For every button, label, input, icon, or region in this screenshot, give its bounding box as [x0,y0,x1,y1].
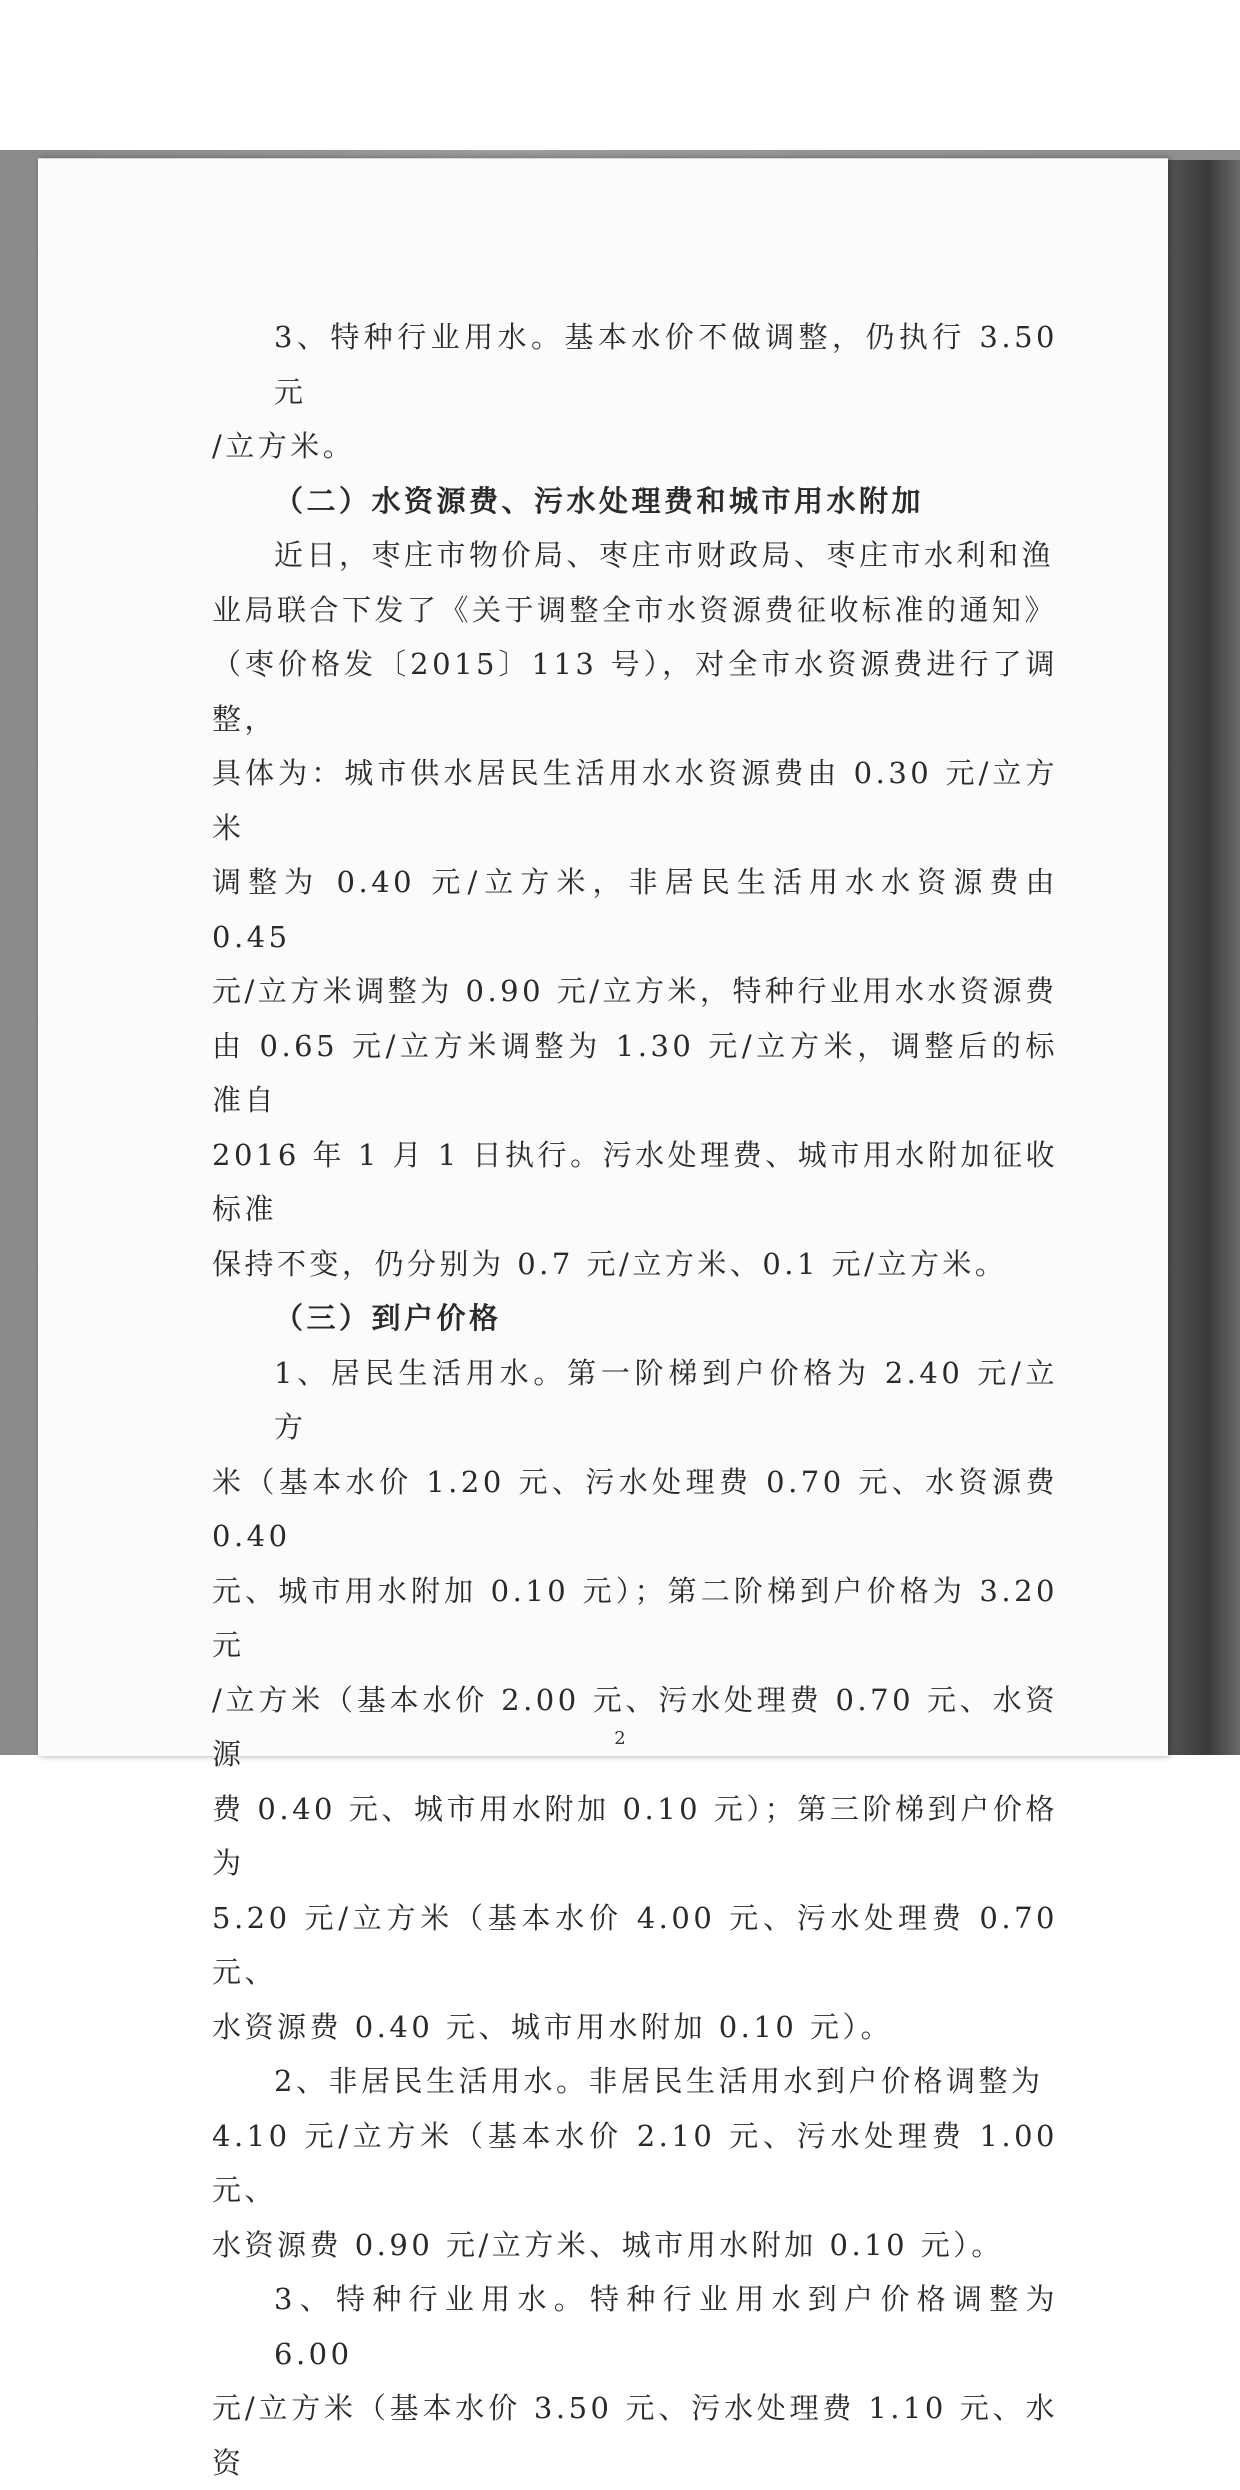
text-line: 水资源费 0.40 元、城市用水附加 0.10 元）。 [212,2009,894,2044]
text-line: 保持不变，仍分别为 0.7 元/立方米、0.1 元/立方米。 [212,1246,1008,1281]
text-line: 业局联合下发了《关于调整全市水资源费征收标准的通知》 [212,592,1058,627]
section-heading: （二）水资源费、污水处理费和城市用水附加 [274,483,925,518]
text-line: /立方米（基本水价 2.00 元、污水处理费 0.70 元、水资源 [212,1682,1058,1771]
page-edge-shadow [1160,160,1240,1755]
text-line: 水资源费 0.90 元/立方米、城市用水附加 0.10 元）。 [212,2227,1004,2262]
text-line: 2、非居民生活用水。非居民生活用水到户价格调整为 [274,2064,1044,2098]
text-line: 3、特种行业用水。特种行业用水到户价格调整为 6.00 [274,2282,1058,2371]
text-line: 元/立方米（基本水价 3.50 元、污水处理费 1.10 元、水资 [212,2391,1058,2480]
document-body [212,310,1058,2490]
text-line: 3、特种行业用水。基本水价不做调整，仍执行 3.50 元 [274,320,1058,409]
text-line: 调整为 0.40 元/立方米，非居民生活用水水资源费由 0.45 [212,865,1058,954]
text-line: 4.10 元/立方米（基本水价 2.10 元、污水处理费 1.00 元、 [212,2118,1058,2207]
section-heading: （三）到户价格 [274,1301,502,1335]
text-line: 由 0.65 元/立方米调整为 1.30 元/立方米，调整后的标准自 [212,1028,1058,1117]
text-line: 2016 年 1 月 1 日执行。污水处理费、城市用水附加征收标准 [212,1137,1058,1226]
text-line: （枣价格发〔2015〕113 号），对全市水资源费进行了调整， [212,647,1058,736]
text-line: 元/立方米调整为 0.90 元/立方米，特种行业用水水资源费 [212,974,1058,1008]
text-line: 1、居民生活用水。第一阶梯到户价格为 2.40 元/立方 [274,1355,1058,1444]
text-line: 元、城市用水附加 0.10 元）；第二阶梯到户价格为 3.20 元 [212,1573,1058,1662]
text-line: /立方米。 [212,429,356,463]
page-number: 2 [614,1728,626,1749]
text-line: 具体为：城市供水居民生活用水水资源费由 0.30 元/立方米 [212,756,1058,845]
text-line: 费 0.40 元、城市用水附加 0.10 元）；第三阶梯到户价格为 [212,1791,1058,1880]
text-line: 5.20 元/立方米（基本水价 4.00 元、污水处理费 0.70 元、 [212,1900,1058,1989]
text-line: 米（基本水价 1.20 元、污水处理费 0.70 元、水资源费 0.40 [212,1464,1058,1553]
text-line: 近日，枣庄市物价局、枣庄市财政局、枣庄市水利和渔 [274,538,1055,572]
